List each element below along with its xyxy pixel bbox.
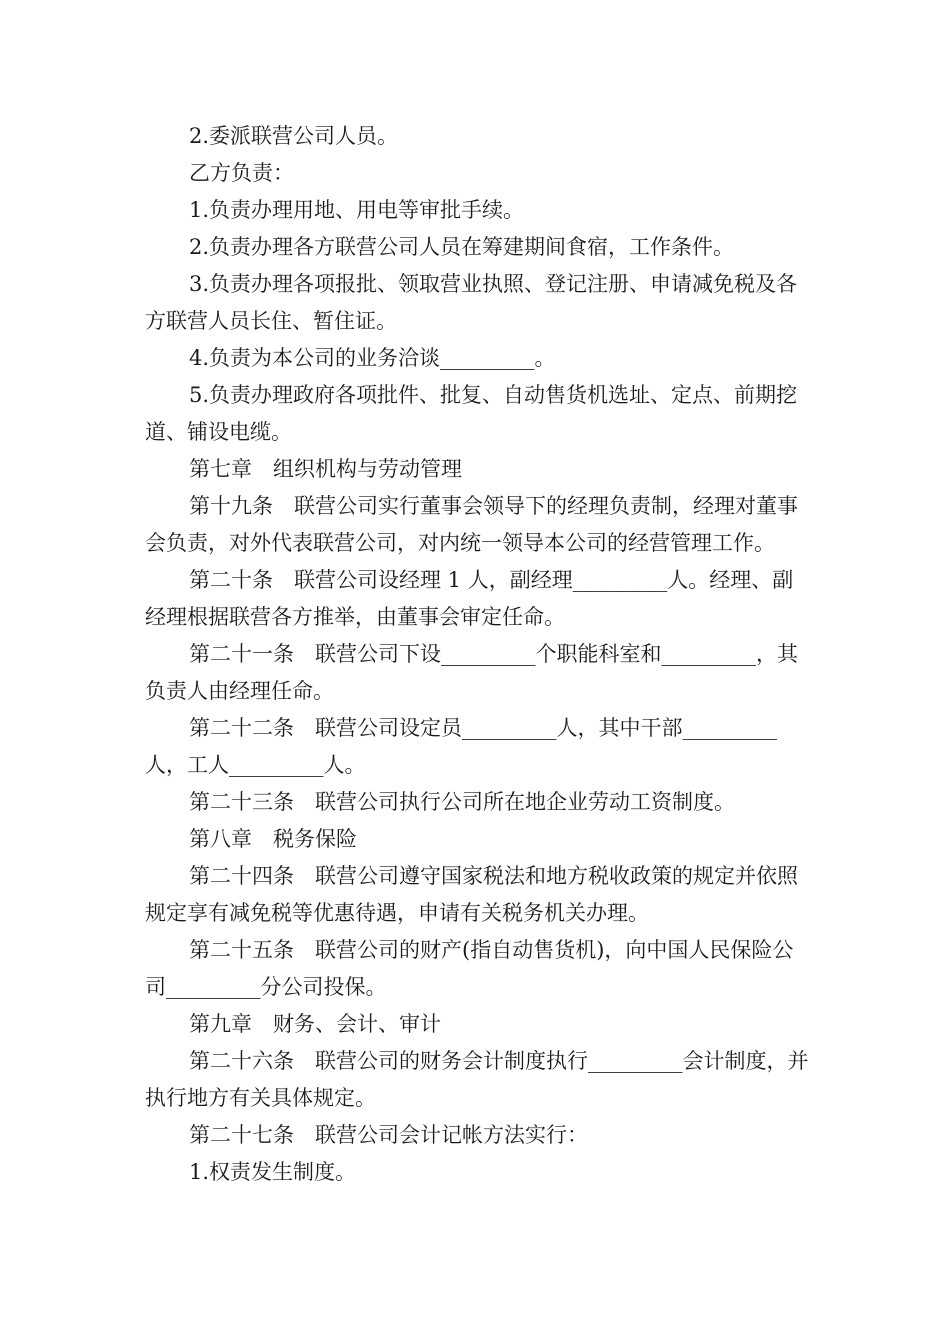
article-paragraph: 第二十条 联营公司设经理 1 人，副经理_________人。经理、副经理根据联营各方推举，由董事会审定任命。 [145,568,794,629]
chapter-heading: 第七章 组织机构与劳动管理 [189,457,462,481]
chapter-heading: 第八章 税务保险 [189,827,357,851]
article-paragraph: 第二十二条 联营公司设定员_________人，其中干部_________人，工人_________人。 [145,716,777,777]
article-paragraph: 第二十一条 联营公司下设_________个职能科室和_________，其负责人由经理任命。 [145,642,798,703]
article-paragraph: 第二十三条 联营公司执行公司所在地企业劳动工资制度。 [189,790,735,814]
article-paragraph: 第二十五条 联营公司的财产(指自动售货机)，向中国人民保险公司_________分公司投保。 [145,938,794,999]
document-body [145,118,810,1191]
paragraph: 乙方负责： [189,161,294,185]
article-paragraph: 第十九条 联营公司实行董事会领导下的经理负责制，经理对董事会负责，对外代表联营公司，对内统一领导本公司的经营管理工作。 [145,494,798,555]
paragraph: 4.负责为本公司的业务洽谈_________。 [189,346,556,370]
paragraph: 2.负责办理各方联营公司人员在筹建期间食宿，工作条件。 [189,235,735,259]
chapter-heading: 第九章 财务、会计、审计 [189,1012,441,1036]
paragraph: 3.负责办理各项报批、领取营业执照、登记注册、申请减免税及各方联营人员长住、暂住证。 [145,272,798,333]
paragraph: 1.权责发生制度。 [189,1160,357,1184]
article-paragraph: 第二十四条 联营公司遵守国家税法和地方税收政策的规定并依照规定享有减免税等优惠待遇，申请有关税务机关办理。 [145,864,798,925]
paragraph: 5.负责办理政府各项批件、批复、自动售货机选址、定点、前期挖道、铺设电缆。 [145,383,798,444]
paragraph: 1.负责办理用地、用电等审批手续。 [189,198,525,222]
article-paragraph: 第二十六条 联营公司的财务会计制度执行_________会计制度，并执行地方有关具体规定。 [145,1049,809,1110]
article-paragraph: 第二十七条 联营公司会计记帐方法实行： [189,1123,588,1147]
paragraph: 2.委派联营公司人员。 [189,124,399,148]
